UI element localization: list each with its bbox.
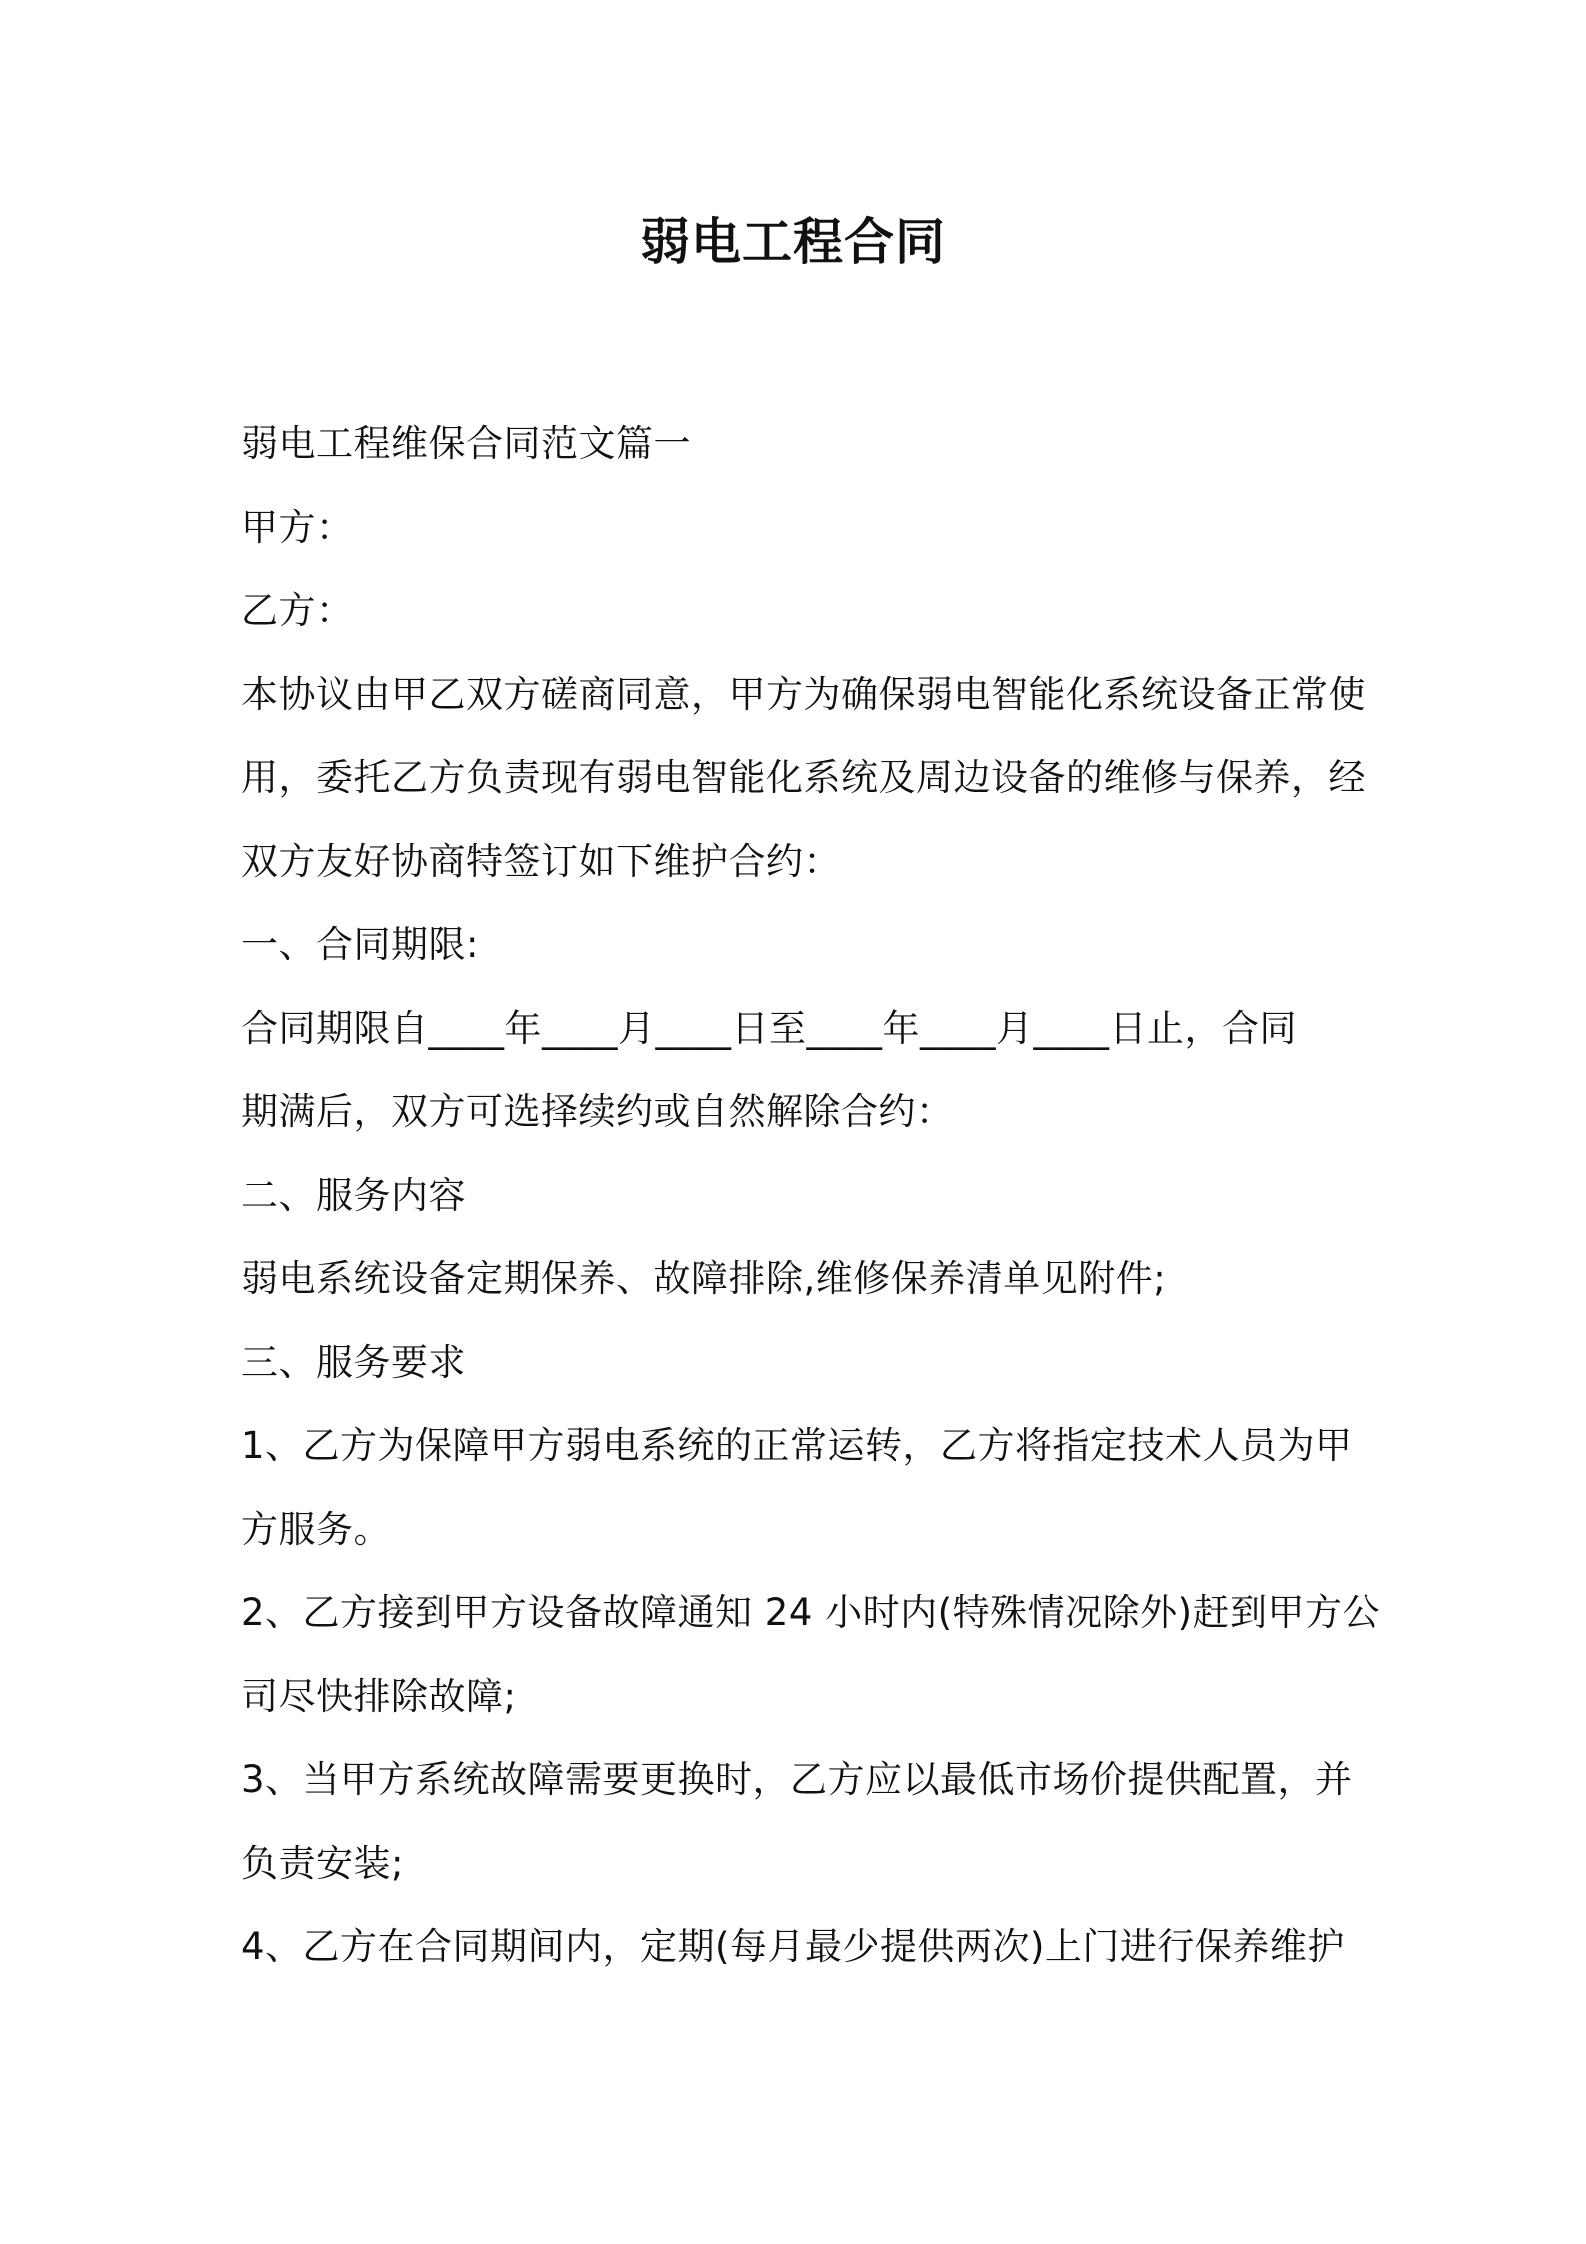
requirement-line: 3、当甲方系统故障需要更换时，乙方应以最低市场价提供配置，并: [241, 1758, 1353, 1801]
document-title: 弱电工程合同: [640, 213, 946, 271]
requirement-line: 司尽快排除故障;: [241, 1674, 517, 1718]
paragraph-line: 期满后，双方可选择续约或自然解除合约：: [241, 1090, 954, 1133]
requirement-line: 4、乙方在合同期间内，定期(每月最少提供两次)上门进行保养维护: [241, 1925, 1345, 1968]
clause-heading-service-requirements: 三、服务要求: [241, 1340, 466, 1384]
clause-heading-contract-term: 一、合同期限:: [241, 923, 479, 966]
requirement-line: 方服务。: [241, 1507, 391, 1551]
paragraph-line: 本协议由甲乙双方磋商同意，甲方为确保弱电智能化系统设备正常使: [241, 672, 1366, 716]
paragraph-line: 用，委托乙方负责现有弱电智能化系统及周边设备的维修与保养，经: [241, 756, 1366, 799]
requirement-line: 1、乙方为保障甲方弱电系统的正常运转，乙方将指定技术人员为甲: [241, 1424, 1353, 1467]
document-body: [241, 402, 1381, 1989]
requirement-line: 2、乙方接到甲方设备故障通知 24 小时内(特殊情况除外)赶到甲方公: [241, 1591, 1381, 1634]
clause-heading-service-content: 二、服务内容: [241, 1173, 466, 1217]
section-heading-line: 弱电工程维保合同范文篇一: [241, 422, 691, 465]
requirement-line: 负责安装;: [241, 1841, 404, 1885]
paragraph-line: 合同期限自____年____月____日至____年____月____日止，合同: [241, 1006, 1297, 1050]
party-a-line: 甲方：: [241, 505, 354, 549]
paragraph-line: 双方友好协商特签订如下维护合约：: [241, 839, 841, 883]
paragraph-line: 弱电系统设备定期保养、故障排除,维修保养清单见附件;: [241, 1257, 1167, 1300]
party-b-line: 乙方：: [241, 589, 354, 632]
